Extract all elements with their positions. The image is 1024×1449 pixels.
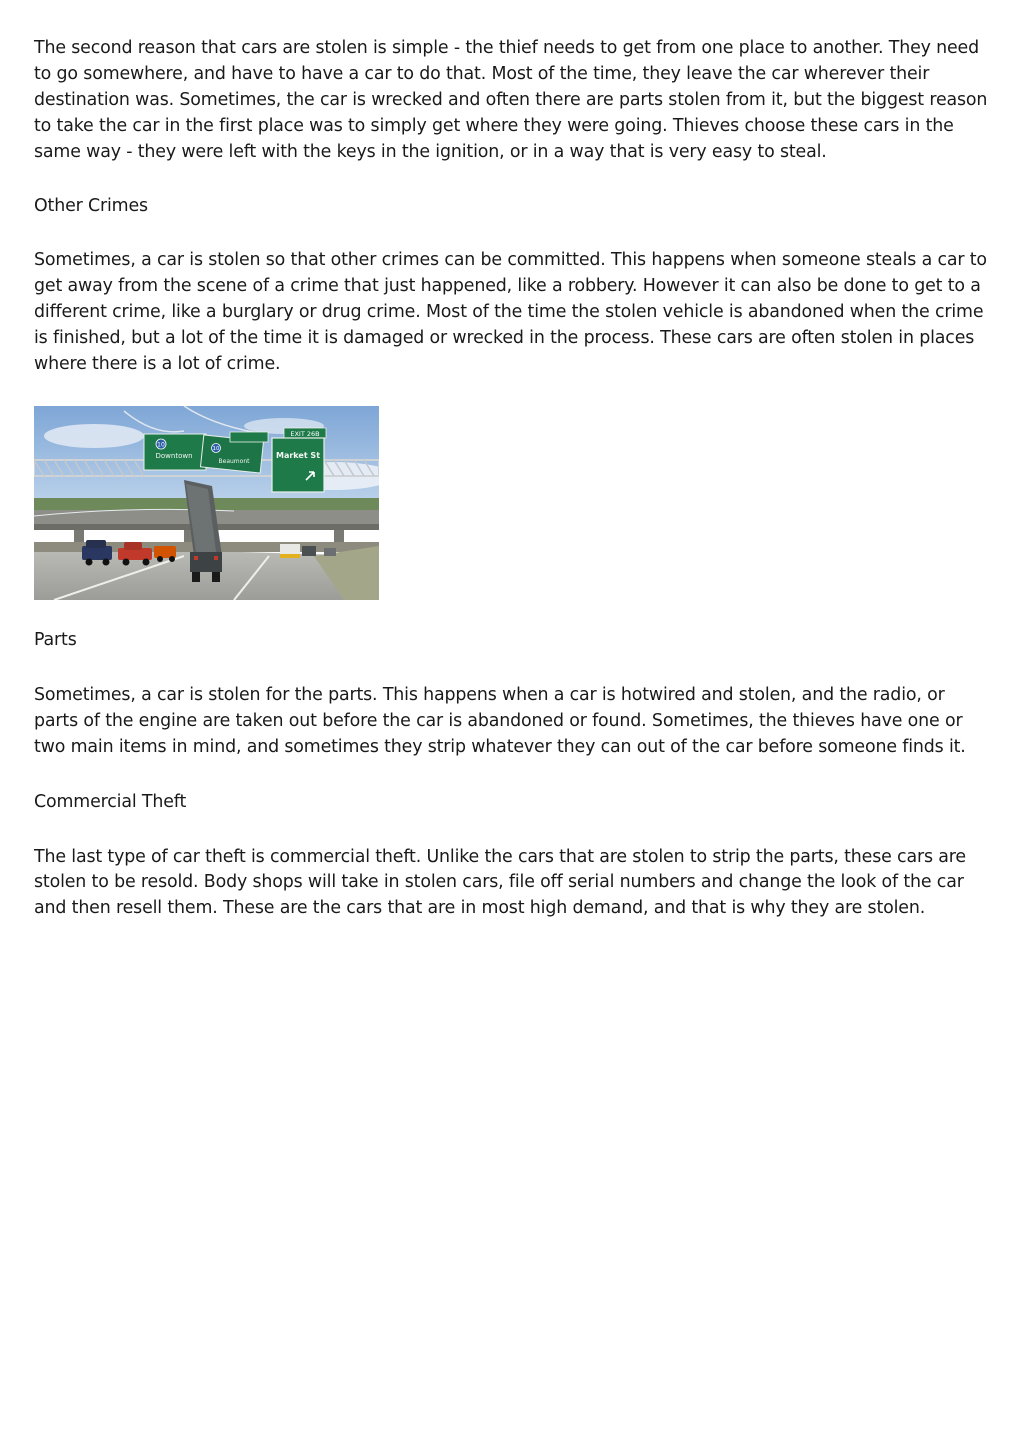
paragraph-other-crimes: Sometimes, a car is stolen so that other crimes can be committed. This happens when someone steals a car to get away from the scene of a crime that just happened, like a robbery. However it can also be done to get to a different crime, like a burglary or drug crime. Most of the time the stolen vehicle is abandoned when the crime is finished, but a lot of the time it is damaged or wrecked in the process. These cars are often stolen in places where there is a lot of crime. xyxy=(34,250,987,375)
heading-parts: Parts xyxy=(34,629,77,650)
sign-exit-text: EXIT 26B xyxy=(290,429,320,438)
heading-other-crimes: Other Crimes xyxy=(34,195,148,216)
article-page xyxy=(34,36,990,922)
paragraph-parts: Sometimes, a car is stolen for the parts. This happens when a car is hotwired and stolen, and the radio, or parts of the engine are taken out before the car is abandoned or found. Sometimes, the thieves have one or two main items in mind, and sometimes they strip whatever they can out of the car before someone finds it. xyxy=(34,684,966,757)
sign-market-st-text: Market St xyxy=(275,450,321,460)
sign-beaumont-text: Beaumont xyxy=(218,457,250,465)
heading-commercial-theft: Commercial Theft xyxy=(34,791,187,812)
paragraph-commercial-theft: The last type of car theft is commercial theft. Unlike the cars that are stolen to strip the parts, these cars are stolen to be resold. Body shops will take in stolen cars, file off serial numbers and change the look of the car and then resell them. These are the cars that are in most high demand, and that is why they are stolen. xyxy=(34,846,966,919)
paragraph-second-reason: The second reason that cars are stolen is simple - the thief needs to get from one place to another. They need to go somewhere, and have to have a car to do that. Most of the time, they leave the car wherever their destination was. Sometimes, the car is wrecked and often there are parts stolen from it, but the biggest reason to take the car in the first place was to simply get where they were going. Thieves choose these cars in the same way - they were left with the keys in the ignition, or in a way that is very easy to steal. xyxy=(34,38,988,162)
sign-downtown-text: Downtown xyxy=(155,451,193,460)
highway-sign-crash-photo xyxy=(34,406,379,600)
route-10b-shield-text: 10 xyxy=(212,446,220,453)
route-10-shield-text: 10 xyxy=(157,441,165,449)
